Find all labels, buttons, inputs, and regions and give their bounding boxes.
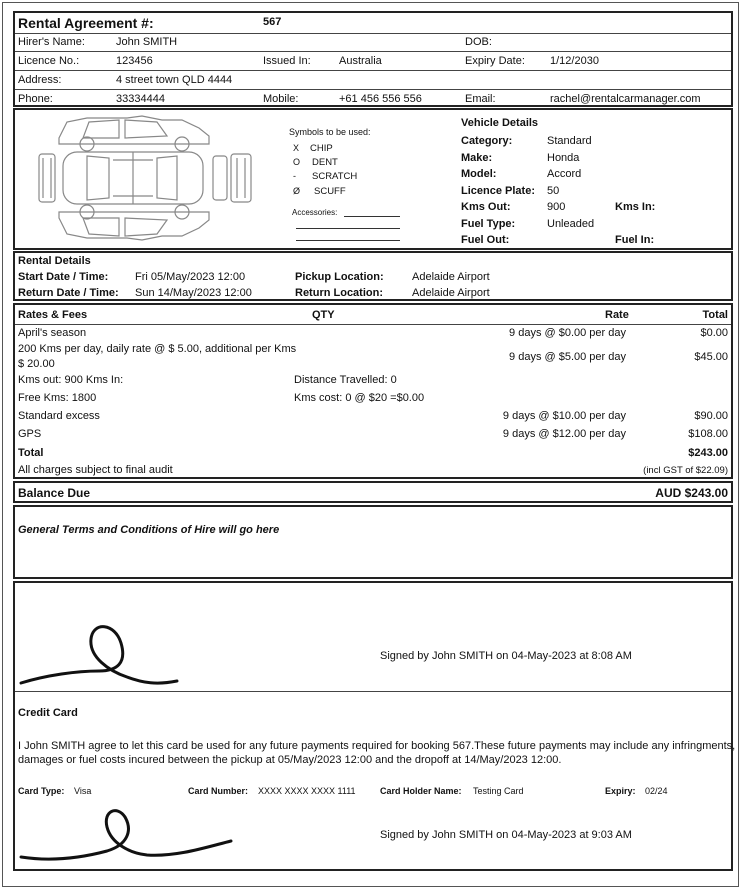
plate-value: 50 xyxy=(547,185,560,197)
accessories-label: Accessories: xyxy=(292,208,338,217)
pickup-location-value: Adelaide Airport xyxy=(412,271,490,283)
rental-title: Rental Details xyxy=(18,255,91,267)
kms-cost: Kms cost: 0 @ $20 =$0.00 xyxy=(294,392,425,404)
card-holder-label: Card Holder Name: xyxy=(380,786,462,796)
signature-2-icon xyxy=(17,801,237,867)
symbol-chip-label: CHIP xyxy=(310,143,333,154)
grand-total-label: Total xyxy=(18,447,44,459)
card-type-label: Card Type: xyxy=(18,786,65,796)
signature-1-icon xyxy=(17,613,187,693)
fee-kms-label-cont: $ 20.00 xyxy=(18,358,55,370)
grand-total-value: $243.00 xyxy=(688,447,728,459)
divider xyxy=(15,691,731,692)
signature-1-text: Signed by John SMITH on 04-May-2023 at 8:08 AM xyxy=(380,650,632,662)
address-label: Address: xyxy=(18,74,62,86)
divider xyxy=(15,33,731,34)
accessories-line xyxy=(344,216,400,217)
dob-label: DOB: xyxy=(465,36,492,48)
fee-kms-total: $45.00 xyxy=(694,351,728,363)
divider xyxy=(15,70,731,71)
car-diagram-icon xyxy=(37,114,257,244)
fuel-in-label: Fuel In: xyxy=(615,234,655,246)
fuel-type-value: Unleaded xyxy=(547,218,595,230)
card-number-value: XXXX XXXX XXXX 1111 xyxy=(258,786,356,796)
audit-note: All charges subject to final audit xyxy=(18,464,173,476)
mobile-value: +61 456 556 556 xyxy=(339,93,422,105)
signature-section xyxy=(13,581,736,871)
gst-note: (incl GST of $22.09) xyxy=(643,465,728,476)
fee-kms-label: 200 Kms per day, daily rate @ $ 5.00, additional per Kms xyxy=(18,343,297,355)
balance-label: Balance Due xyxy=(18,486,91,500)
return-date-value: Sun 14/May/2023 12:00 xyxy=(135,287,252,299)
rates-fees-section xyxy=(13,303,733,479)
credit-card-title: Credit Card xyxy=(18,707,78,719)
kms-out-label: Kms Out: xyxy=(461,201,511,213)
card-holder-value: Testing Card xyxy=(473,786,524,796)
fee-season-label: April's season xyxy=(18,327,87,339)
issued-label: Issued In: xyxy=(263,55,311,67)
return-date-label: Return Date / Time: xyxy=(18,287,119,299)
vehicle-title: Vehicle Details xyxy=(461,117,539,129)
qty-header: QTY xyxy=(312,309,335,321)
email-value: rachel@rentalcarmanager.com xyxy=(550,93,701,105)
pickup-location-label: Pickup Location: xyxy=(295,271,384,283)
divider xyxy=(15,324,731,325)
card-expiry-value: 02/24 xyxy=(645,786,668,796)
category-label: Category: xyxy=(461,135,513,147)
terms-text: General Terms and Conditions of Hire will go here xyxy=(18,524,280,536)
expiry-label: Expiry Date: xyxy=(465,55,525,67)
divider xyxy=(15,51,731,52)
fees-title: Rates & Fees xyxy=(18,309,88,321)
symbol-scuff-label: SCUFF xyxy=(314,186,346,197)
category-value: Standard xyxy=(547,135,592,147)
symbol-chip-mark: X xyxy=(293,143,300,153)
symbol-dent-mark: O xyxy=(293,157,301,167)
licence-number: 123456 xyxy=(116,55,153,67)
balance-section xyxy=(13,481,733,503)
phone-value: 33334444 xyxy=(116,93,165,105)
address-value: 4 street town QLD 4444 xyxy=(116,74,233,86)
fee-season-total: $0.00 xyxy=(700,327,728,339)
balance-value: AUD $243.00 xyxy=(655,486,728,500)
symbols-title: Symbols to be used: xyxy=(289,127,371,137)
mobile-label: Mobile: xyxy=(263,93,299,105)
vehicle-section xyxy=(13,108,733,250)
fee-excess-rate: 9 days @ $10.00 per day xyxy=(502,410,626,422)
symbol-scratch-label: SCRATCH xyxy=(312,171,358,182)
symbol-scratch-mark: - xyxy=(293,171,296,181)
agreement-number: 567 xyxy=(263,16,282,28)
card-type-value: Visa xyxy=(74,786,92,796)
hirer-name: John SMITH xyxy=(116,36,178,48)
fee-excess-total: $90.00 xyxy=(694,410,728,422)
plate-label: Licence Plate: xyxy=(461,185,535,197)
card-expiry-label: Expiry: xyxy=(605,786,636,796)
make-label: Make: xyxy=(461,152,493,164)
symbol-dent-label: DENT xyxy=(312,157,338,168)
rental-agreement-page xyxy=(2,2,739,887)
symbol-scuff-mark: Ø xyxy=(293,186,301,196)
fee-excess-label: Standard excess xyxy=(18,410,100,422)
hirer-name-label: Hirer's Name: xyxy=(18,36,85,48)
total-header: Total xyxy=(702,309,728,321)
signature-2-text: Signed by John SMITH on 04-May-2023 at 9:03 AM xyxy=(380,829,632,841)
fuel-type-label: Fuel Type: xyxy=(461,218,516,230)
licence-expiry: 1/12/2030 xyxy=(550,55,599,67)
accessories-line xyxy=(296,228,400,229)
fuel-out-label: Fuel Out: xyxy=(461,234,510,246)
start-date-value: Fri 05/May/2023 12:00 xyxy=(135,271,246,283)
licence-label: Licence No.: xyxy=(18,55,80,67)
make-value: Honda xyxy=(547,152,580,164)
card-number-label: Card Number: xyxy=(188,786,249,796)
credit-card-consent-line2: damages or fuel costs incured between the pickup at 05/May/2023 12:00 and the dropoff at 14/May/2023 12:00. xyxy=(18,754,562,766)
return-location-label: Return Location: xyxy=(295,287,383,299)
accessories-line xyxy=(296,240,400,241)
start-date-label: Start Date / Time: xyxy=(18,271,109,283)
fee-gps-label: GPS xyxy=(18,428,42,440)
kms-in-label: Kms In: xyxy=(615,201,656,213)
rental-details-section xyxy=(13,251,733,301)
fee-gps-total: $108.00 xyxy=(688,428,728,440)
email-label: Email: xyxy=(465,93,496,105)
agreement-title: Rental Agreement #: xyxy=(18,15,154,31)
distance-travelled: Distance Travelled: 0 xyxy=(294,374,397,386)
issued-country: Australia xyxy=(339,55,382,67)
free-kms: Free Kms: 1800 xyxy=(18,392,97,404)
fee-gps-rate: 9 days @ $12.00 per day xyxy=(502,428,626,440)
kms-out-value: 900 xyxy=(547,201,566,213)
return-location-value: Adelaide Airport xyxy=(412,287,490,299)
rate-header: Rate xyxy=(605,309,629,321)
hirer-section xyxy=(13,11,733,107)
model-value: Accord xyxy=(547,168,582,180)
credit-card-consent-line1: I John SMITH agree to let this card be used for any future payments required for booking 567.These future payments may include any infringments, xyxy=(18,740,736,752)
model-label: Model: xyxy=(461,168,497,180)
fee-kms-rate: 9 days @ $5.00 per day xyxy=(509,351,626,363)
terms-section xyxy=(13,505,733,579)
fee-season-rate: 9 days @ $0.00 per day xyxy=(509,327,626,339)
phone-label: Phone: xyxy=(18,93,53,105)
kms-out-in: Kms out: 900 Kms In: xyxy=(18,374,124,386)
divider xyxy=(15,89,731,90)
